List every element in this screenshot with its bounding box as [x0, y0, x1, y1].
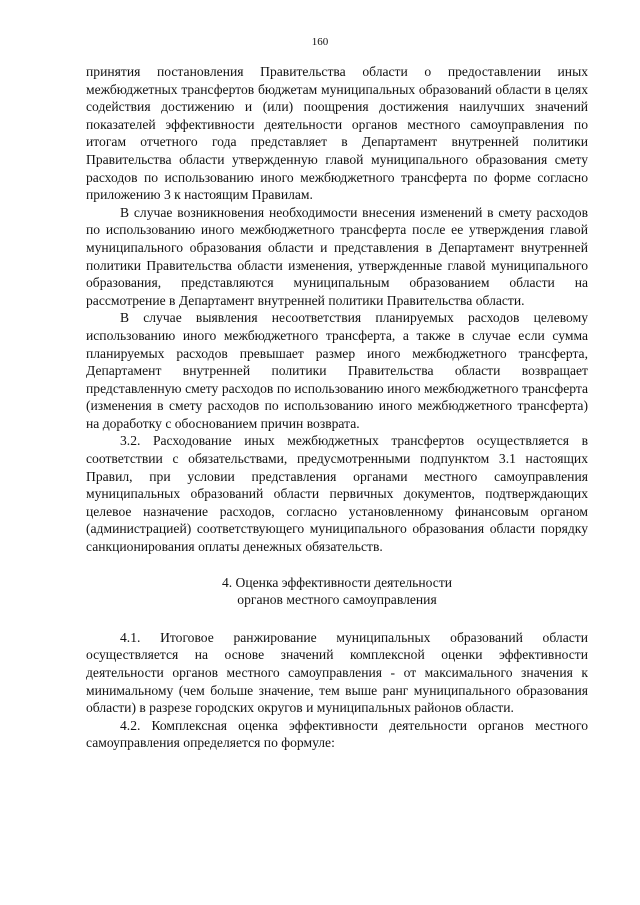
document-body [86, 63, 588, 752]
section-heading [86, 574, 588, 609]
section-heading-line: органов местного самоуправления [237, 592, 437, 608]
paragraph: 3.2. Расходование иных межбюджетных трансфертов осуществляется в соответствии с обязательствами, предусмотренными подпунктом 3.1 настоящих Правил, при условии представления органами местного самоуправления муниципальных образований области первичных документов, подтверждающих целевое назначение расходов, согласно установленному финансовым органом (администрацией) соответствующего муниципального образования области порядку санкционирования оплаты денежных обязательств. [86, 433, 588, 555]
page-number: 160 [311, 36, 329, 48]
paragraph: 4.2. Комплексная оценка эффективности деятельности органов местного самоуправления определяется по формуле: [86, 717, 588, 751]
paragraph: принятия постановления Правительства области о предоставлении иных межбюджетных трансфертов бюджетам муниципальных образований области в целях содействия достижению и (или) поощрения достижения наилучших значений показателей эффективности деятельности органов местного самоуправления по итогам отчетного года представляет в Департамент внутренней политики Правительства области утвержденную главой муниципального образования смету расходов по использованию иного межбюджетного трансферта по форме согласно приложению 3 к настоящим Правилам. [86, 64, 588, 203]
paragraph: 4.1. Итоговое ранжирование муниципальных образований области осуществляется на основе значений комплексной оценки эффективности деятельности органов местного самоуправления - от максимального значения к минимальному (чем больше значение, тем выше ранг муниципального образования области) в разрезе городских округов и муниципальных районов области. [86, 629, 588, 716]
paragraph: В случае возникновения необходимости внесения изменений в смету расходов по использованию иного межбюджетного трансферта после ее утверждения главой муниципального образования области и представления в Департамент внутренней политики Правительства области изменения, утвержденные главой муниципального образования, представляются муниципальным образованием области на рассмотрение в Департамент внутренней политики Правительства области. [86, 204, 588, 308]
paragraph: В случае выявления несоответствия планируемых расходов целевому использованию иного межбюджетного трансферта, а также в случае если сумма планируемых расходов превышает размер иного межбюджетного трансферта, Департамент внутренней политики Правительства области возвращает представленную смету расходов по использованию иного межбюджетного трансферта (изменения в смету расходов по использованию иного межбюджетного трансферта) на доработку с обоснованием причин возврата. [86, 310, 588, 431]
section-heading-line: 4. Оценка эффективности деятельности [221, 574, 453, 590]
